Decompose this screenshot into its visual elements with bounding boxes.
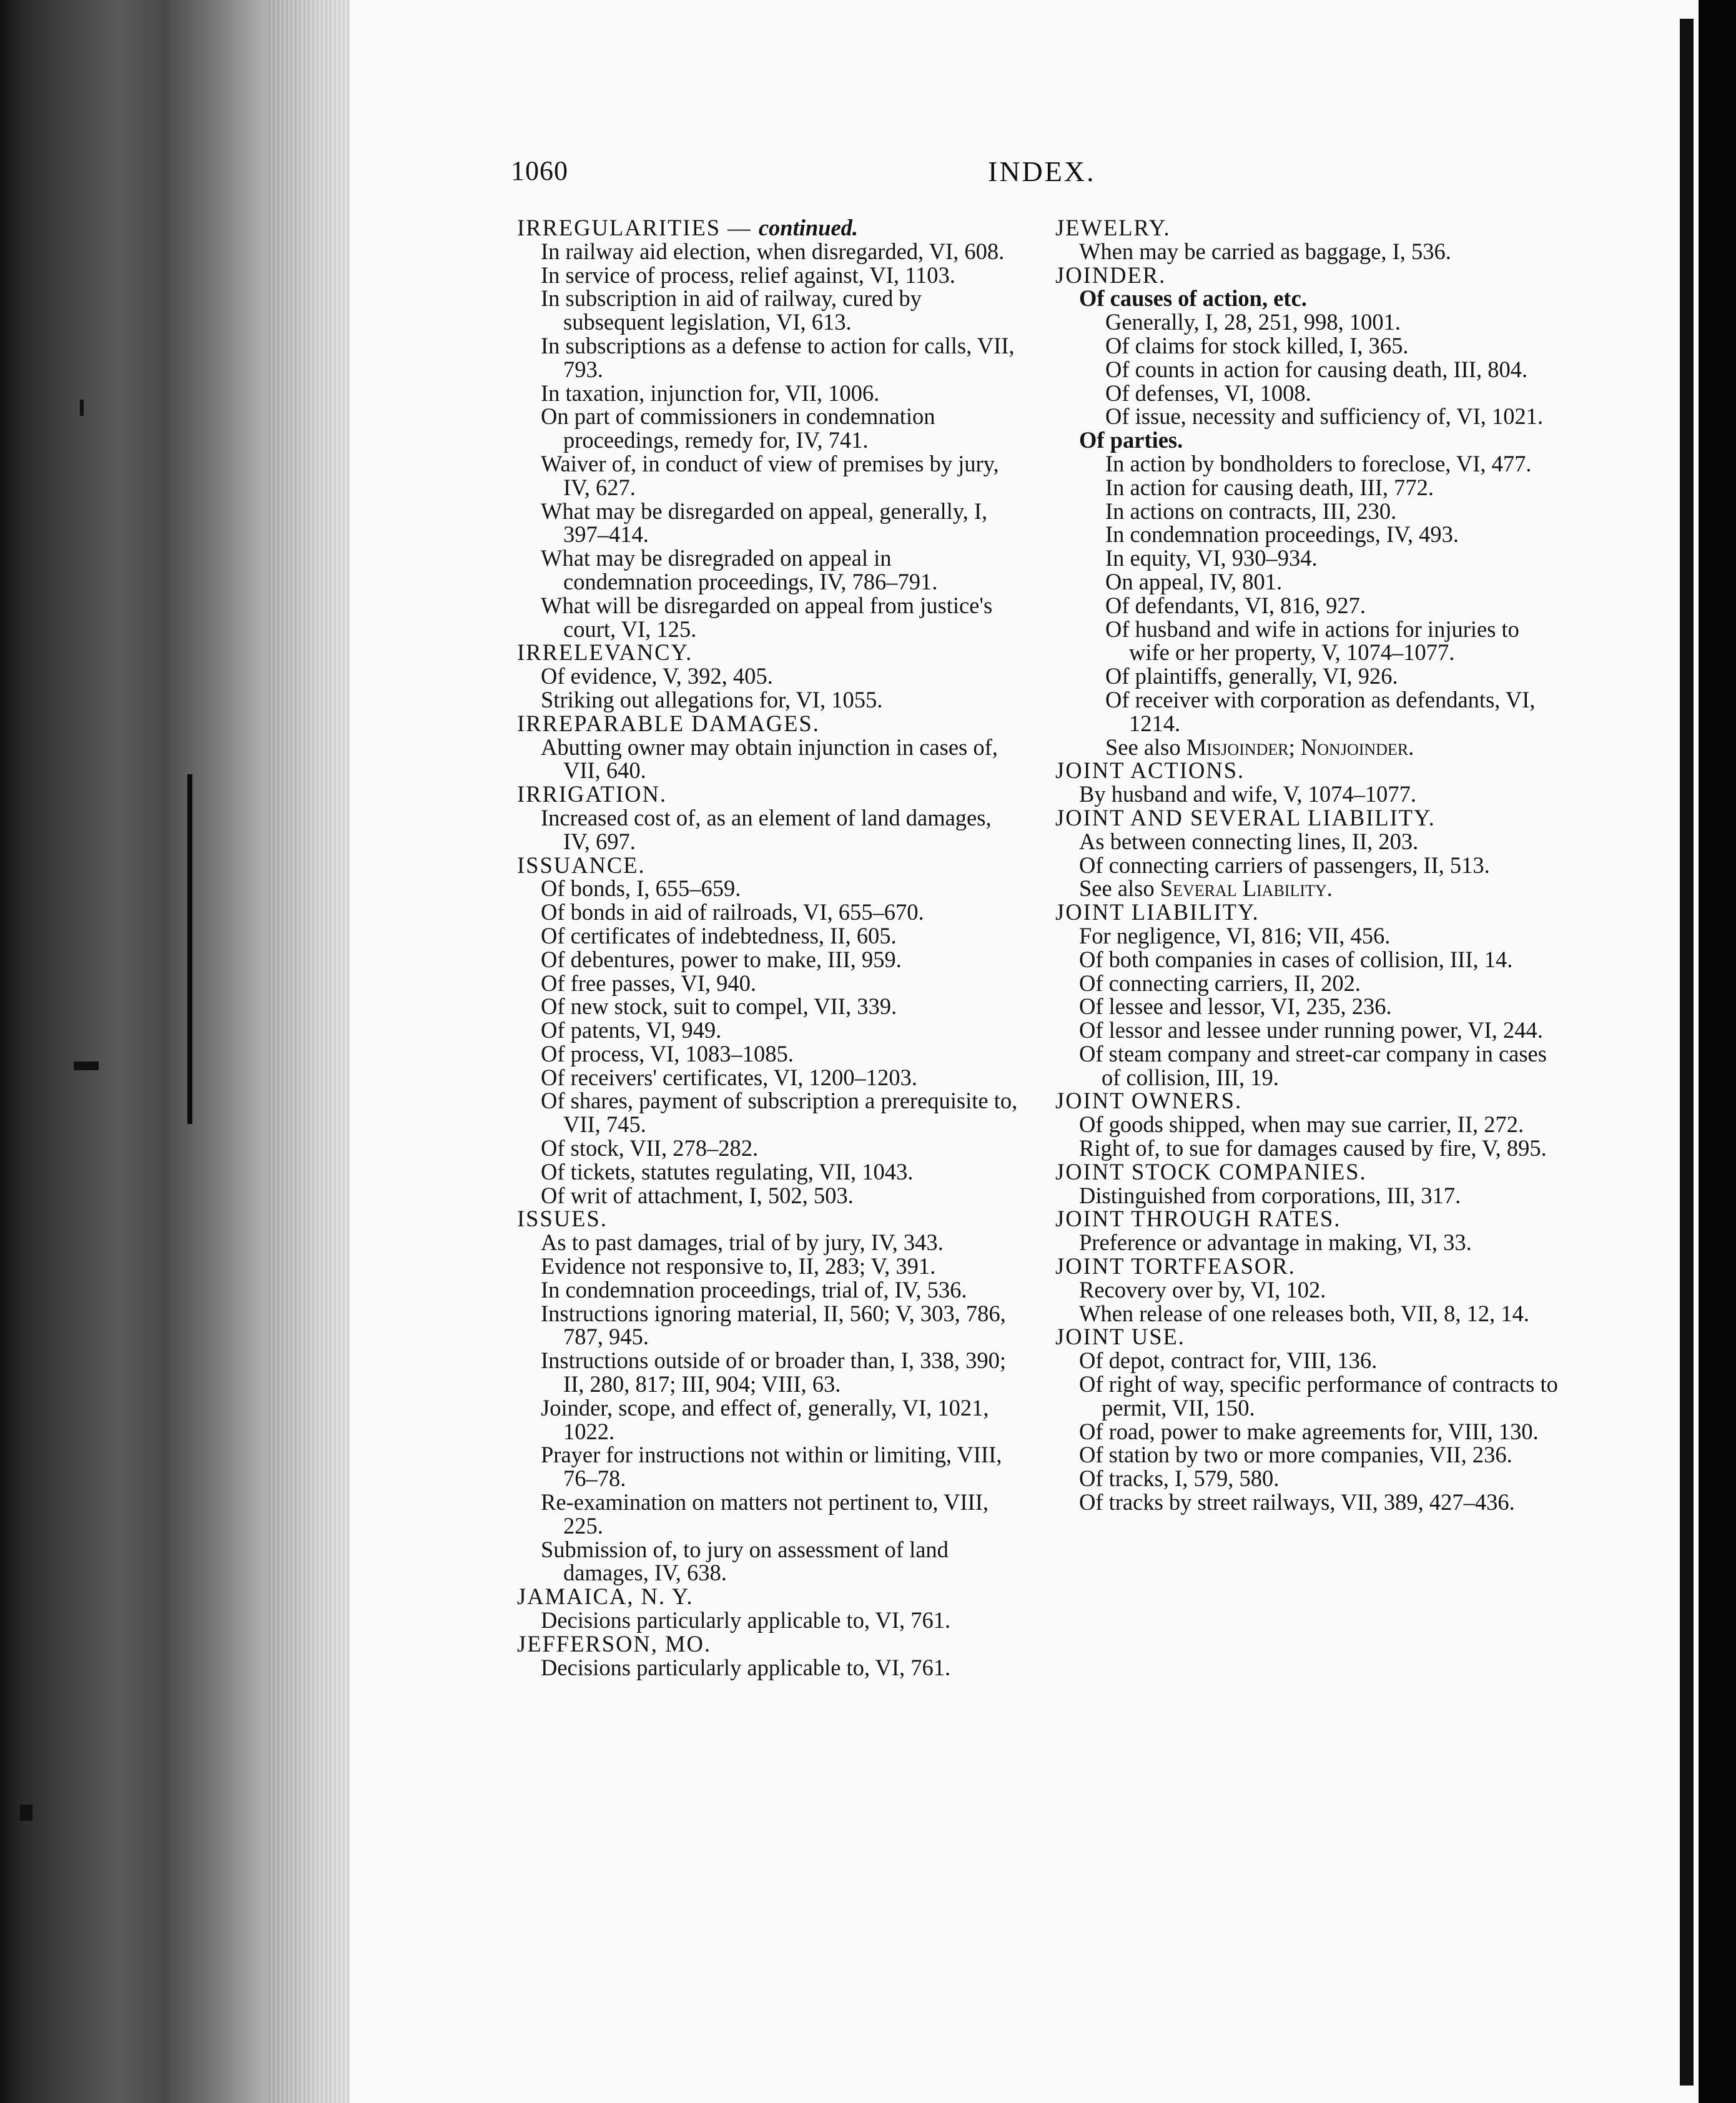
entry-text: ISSUANCE. <box>517 852 646 878</box>
entry-text: In railway aid election, when disregarded, VI, 608. <box>541 238 1005 264</box>
entry-text: JOINT THROUGH RATES. <box>1055 1206 1341 1232</box>
entry-text: Of road, power to make agreements for, VIII, 130. <box>1079 1418 1539 1444</box>
entry-text: In service of process, relief against, VI, 1103. <box>541 262 955 288</box>
entry-text: Of bonds in aid of railroads, VI, 655–670. <box>541 899 924 925</box>
entry-text: When release of one releases both, VII, 8, 12, 14. <box>1079 1300 1529 1326</box>
index-entry <box>1055 382 1561 405</box>
index-entry <box>517 1443 1023 1490</box>
index-entry <box>1055 594 1561 618</box>
index-subheading <box>1055 287 1561 310</box>
index-subheading <box>1055 428 1561 452</box>
entry-text: Of tickets, statutes regulating, VII, 1043. <box>541 1158 914 1184</box>
index-entry <box>1055 570 1561 594</box>
page-number: 1060 <box>511 155 568 186</box>
entry-text: Generally, I, 28, 251, 998, 1001. <box>1105 309 1401 335</box>
entry-text: Of certificates of indebtedness, II, 605. <box>541 922 897 948</box>
index-entry <box>517 1089 1023 1136</box>
index-entry <box>517 594 1023 641</box>
index-heading <box>517 216 1023 240</box>
entry-text: Submission of, to jury on assessment of land damages, IV, 638. <box>541 1536 949 1586</box>
index-heading <box>517 641 1023 664</box>
entry-text: Recovery over by, VI, 102. <box>1079 1276 1326 1303</box>
entry-text: Of free passes, VI, 940. <box>541 970 756 996</box>
entry-text: For negligence, VI, 816; VII, 456. <box>1079 922 1391 948</box>
entry-text: Of station by two or more companies, VII, 236. <box>1079 1442 1512 1468</box>
index-entry <box>517 1656 1023 1680</box>
index-entry <box>1055 1018 1561 1042</box>
entry-text: What may be disregarded on appeal, generally, I, 397–414. <box>541 498 988 548</box>
index-entry <box>1055 310 1561 334</box>
index-entry <box>517 240 1023 263</box>
index-entry <box>1055 1231 1561 1254</box>
entry-text: Of issue, necessity and sufficiency of, VI, 1021. <box>1105 403 1544 430</box>
entry-text: JAMAICA, N. Y. <box>517 1583 694 1610</box>
index-heading <box>1055 1207 1561 1231</box>
index-entry <box>517 1278 1023 1302</box>
entry-text: ISSUES. <box>517 1206 608 1232</box>
entry-text: Instructions outside of or broader than, I, 338, 390; II, 280, 817; III, 904; VIII, 63. <box>541 1347 1007 1397</box>
index-heading <box>1055 1254 1561 1278</box>
index-entry <box>1055 854 1561 877</box>
index-entry <box>1055 405 1561 428</box>
index-entry <box>1055 334 1561 358</box>
index-entry <box>1055 1349 1561 1372</box>
index-entry <box>517 1396 1023 1444</box>
entry-text: JOINT OWNERS. <box>1055 1088 1243 1114</box>
entry-text: On part of commissioners in condemnation proceedings, remedy for, IV, 741. <box>541 403 935 453</box>
entry-text: Of process, VI, 1083–1085. <box>541 1040 794 1066</box>
entry-text: JOINDER. <box>1055 262 1166 288</box>
entry-text: Of connecting carriers, II, 202. <box>1079 970 1361 996</box>
entry-text: Of depot, contract for, VIII, 136. <box>1079 1347 1378 1374</box>
index-entry <box>517 1608 1023 1632</box>
entry-text: IRRIGATION. <box>517 781 667 807</box>
index-entry <box>517 1538 1023 1585</box>
entry-text: Abutting owner may obtain injunction in cases of, VII, 640. <box>541 734 998 784</box>
index-entry <box>1055 618 1561 665</box>
entry-text: Of tracks, I, 579, 580. <box>1079 1465 1280 1492</box>
index-entry <box>517 1254 1023 1278</box>
entry-text: In subscription in aid of railway, cured by subsequent legislation, VI, 613. <box>541 285 922 335</box>
index-entry <box>517 806 1023 854</box>
cross-reference: Misjoinder; Nonjoinder. <box>1186 734 1414 760</box>
entry-text: Of right of way, specific performance of contracts to permit, VII, 150. <box>1079 1371 1558 1421</box>
index-entry <box>1055 476 1561 500</box>
entry-text: Increased cost of, as an element of land damages, IV, 697. <box>541 804 992 854</box>
entry-text: JEWELRY. <box>1055 215 1171 240</box>
index-heading <box>1055 1160 1561 1184</box>
entry-text: Of shares, payment of subscription a prerequisite to, VII, 745. <box>541 1088 1018 1138</box>
entry-text: JOINT STOCK COMPANIES. <box>1055 1158 1367 1184</box>
running-head: INDEX. <box>988 155 1096 187</box>
index-entry <box>1055 1113 1561 1136</box>
entry-text: Of new stock, suit to compel, VII, 339. <box>541 993 897 1020</box>
entry-text: Decisions particularly applicable to, VI, 761. <box>541 1607 951 1633</box>
index-entry <box>517 736 1023 783</box>
entry-text: IRREPARABLE DAMAGES. <box>517 710 820 736</box>
entry-text: Of claims for stock killed, I, 365. <box>1105 332 1409 358</box>
cross-reference: Several Liability. <box>1160 875 1333 902</box>
entry-text: Joinder, scope, and effect of, generally, VI, 1021, 1022. <box>541 1394 989 1444</box>
index-entry <box>1055 1420 1561 1444</box>
entry-text: JOINT TORTFEASOR. <box>1055 1253 1296 1279</box>
entry-text: Of receiver with corporation as defendants, VI, 1214. <box>1105 686 1536 736</box>
index-entry <box>517 1018 1023 1042</box>
entry-text: Of connecting carriers of passengers, II, 513. <box>1079 852 1490 878</box>
entry-text: In subscriptions as a defense to action for calls, VII, 793. <box>541 332 1015 382</box>
index-heading <box>1055 216 1561 240</box>
index-entry <box>1055 1184 1561 1208</box>
index-entry <box>517 1490 1023 1538</box>
entry-text: As to past damages, trial of by jury, IV, 343. <box>541 1229 944 1256</box>
index-entry <box>517 382 1023 405</box>
index-entry <box>1055 546 1561 570</box>
page-gutter-shadow <box>1680 19 1694 2086</box>
index-entry <box>517 948 1023 972</box>
index-heading <box>1055 1325 1561 1349</box>
entry-text: Of stock, VII, 278–282. <box>541 1135 759 1161</box>
entry-text: JOINT AND SEVERAL LIABILITY. <box>1055 804 1436 830</box>
index-entry <box>517 1302 1023 1349</box>
entry-text: Of bonds, I, 655–659. <box>541 875 741 902</box>
index-entry <box>1055 500 1561 523</box>
index-entry <box>1055 1042 1561 1090</box>
index-entry <box>517 972 1023 995</box>
index-heading <box>517 1207 1023 1231</box>
entry-text: Preference or advantage in making, VI, 33. <box>1079 1229 1472 1256</box>
index-entry <box>517 405 1023 452</box>
index-entry <box>1055 1278 1561 1302</box>
entry-text: JOINT LIABILITY. <box>1055 899 1260 925</box>
entry-text: In condemnation proceedings, IV, 493. <box>1105 521 1459 548</box>
entry-text: When may be carried as baggage, I, 536. <box>1079 238 1451 264</box>
index-entry <box>517 546 1023 594</box>
index-entry <box>517 1231 1023 1254</box>
index-heading <box>1055 806 1561 830</box>
scan-border <box>1699 0 1736 2103</box>
entry-text: In actions on contracts, III, 230. <box>1105 498 1397 524</box>
index-heading <box>1055 900 1561 924</box>
index-entry <box>1055 358 1561 382</box>
index-entry <box>1055 664 1561 688</box>
entry-text: In action for causing death, III, 772. <box>1105 474 1434 500</box>
index-entry <box>1055 1467 1561 1490</box>
index-entry <box>1055 1443 1561 1467</box>
index-entry <box>517 995 1023 1018</box>
continued-note: continued. <box>758 215 859 240</box>
index-entry <box>1055 782 1561 806</box>
entry-text: Of both companies in cases of collision, III, 14. <box>1079 946 1513 972</box>
index-entry <box>1055 452 1561 476</box>
index-entry <box>1055 523 1561 546</box>
index-entry <box>1055 948 1561 972</box>
index-heading <box>1055 263 1561 287</box>
index-entry <box>517 1066 1023 1090</box>
index-heading <box>517 1632 1023 1656</box>
entry-text: Of evidence, V, 392, 405. <box>541 663 773 689</box>
entry-text: Prayer for instructions not within or limiting, VIII, 76–78. <box>541 1442 1002 1492</box>
entry-text: In action by bondholders to foreclose, VI, 477. <box>1105 450 1532 476</box>
edge-spot-2 <box>187 774 192 1124</box>
entry-text: JEFFERSON, MO. <box>517 1630 711 1657</box>
entry-text: In taxation, injunction for, VII, 1006. <box>541 380 880 406</box>
index-entry <box>517 452 1023 500</box>
index-column-left <box>517 216 1023 1679</box>
entry-text: Of plaintiffs, generally, VI, 926. <box>1105 663 1398 689</box>
entry-text: JOINT ACTIONS. <box>1055 757 1245 784</box>
entry-text: Decisions particularly applicable to, VI, 761. <box>541 1654 951 1680</box>
entry-text: Evidence not responsive to, II, 283; V, 391. <box>541 1253 936 1279</box>
entry-text: Of tracks by street railways, VII, 389, 427–436. <box>1079 1489 1515 1515</box>
entry-text: Of steam company and street-car company in cases of collision, III, 19. <box>1079 1040 1547 1090</box>
entry-text: Of parties. <box>1079 427 1183 453</box>
index-entry <box>1055 1490 1561 1514</box>
index-entry <box>1055 972 1561 995</box>
index-entry <box>1055 736 1561 759</box>
index-entry <box>1055 924 1561 948</box>
entry-text: Re-examination on matters not pertinent to, VIII, 225. <box>541 1489 989 1539</box>
entry-text: Of causes of action, etc. <box>1079 285 1307 312</box>
index-column-right <box>1055 216 1561 1514</box>
entry-text: Instructions ignoring material, II, 560; V, 303, 786, 787, 945. <box>541 1300 1006 1350</box>
entry-text: What will be disregarded on appeal from justice's court, VI, 125. <box>541 592 993 642</box>
entry-text: Of husband and wife in actions for injuries to wife or her property, V, 1074–1077. <box>1105 616 1519 666</box>
entry-text: JOINT USE. <box>1055 1324 1185 1350</box>
edge-spot-1 <box>80 400 84 416</box>
entry-text: What may be disregraded on appeal in condemnation proceedings, IV, 786–791. <box>541 545 938 594</box>
entry-text: Distinguished from corporations, III, 317. <box>1079 1182 1461 1208</box>
index-heading <box>517 712 1023 736</box>
index-heading <box>517 854 1023 877</box>
entry-text: Of lessor and lessee under running power, VI, 244. <box>1079 1017 1543 1043</box>
index-entry <box>1055 877 1561 900</box>
index-entry <box>517 1349 1023 1396</box>
entry-text: IRRELEVANCY. <box>517 639 693 666</box>
entry-text: In condemnation proceedings, trial of, IV, 536. <box>541 1276 967 1303</box>
entry-text: Of counts in action for causing death, III, 804. <box>1105 356 1528 382</box>
entry-text: Of debentures, power to make, III, 959. <box>541 946 902 972</box>
index-entry <box>517 1184 1023 1208</box>
entry-text: In equity, VI, 930–934. <box>1105 545 1318 571</box>
index-entry <box>1055 1372 1561 1420</box>
index-entry <box>1055 830 1561 854</box>
entry-text: By husband and wife, V, 1074–1077. <box>1079 781 1417 807</box>
index-entry <box>517 1042 1023 1066</box>
edge-spot-4 <box>20 1805 32 1821</box>
entry-text: Of lessee and lessor, VI, 235, 236. <box>1079 993 1392 1020</box>
index-entry <box>1055 688 1561 736</box>
index-entry <box>517 287 1023 334</box>
index-entry <box>1055 1136 1561 1160</box>
entry-text: Striking out allegations for, VI, 1055. <box>541 686 883 712</box>
entry-text: On appeal, IV, 801. <box>1105 568 1283 594</box>
entry-text: Of receivers' certificates, VI, 1200–1203. <box>541 1064 917 1090</box>
entry-text: Of patents, VI, 949. <box>541 1017 722 1043</box>
index-entry <box>1055 1302 1561 1326</box>
index-entry <box>517 924 1023 948</box>
entry-text: Of defendants, VI, 816, 927. <box>1105 592 1366 618</box>
index-entry <box>517 500 1023 547</box>
index-heading <box>517 782 1023 806</box>
entry-text: See also <box>1105 734 1186 760</box>
entry-text: Right of, to sue for damages caused by fire, V, 895. <box>1079 1135 1547 1161</box>
entry-text: As between connecting lines, II, 203. <box>1079 828 1419 854</box>
index-entry <box>517 1136 1023 1160</box>
index-entry <box>517 877 1023 900</box>
entry-text: Of goods shipped, when may sue carrier, II, 272. <box>1079 1111 1524 1138</box>
entry-text: Of writ of attachment, I, 502, 503. <box>541 1182 854 1208</box>
edge-spot-3 <box>74 1061 99 1070</box>
index-entry <box>517 664 1023 688</box>
index-entry <box>517 263 1023 287</box>
index-heading <box>1055 1089 1561 1113</box>
entry-text: IRREGULARITIES — <box>517 215 759 240</box>
index-entry <box>517 688 1023 712</box>
index-entry <box>1055 240 1561 263</box>
index-entry <box>517 900 1023 924</box>
index-entry <box>517 1160 1023 1184</box>
entry-text: Waiver of, in conduct of view of premises by jury, IV, 627. <box>541 450 999 500</box>
entry-text: See also <box>1079 875 1160 902</box>
index-heading <box>1055 759 1561 782</box>
index-entry <box>1055 995 1561 1018</box>
entry-text: Of defenses, VI, 1008. <box>1105 380 1311 406</box>
index-entry <box>517 334 1023 382</box>
index-heading <box>517 1585 1023 1608</box>
